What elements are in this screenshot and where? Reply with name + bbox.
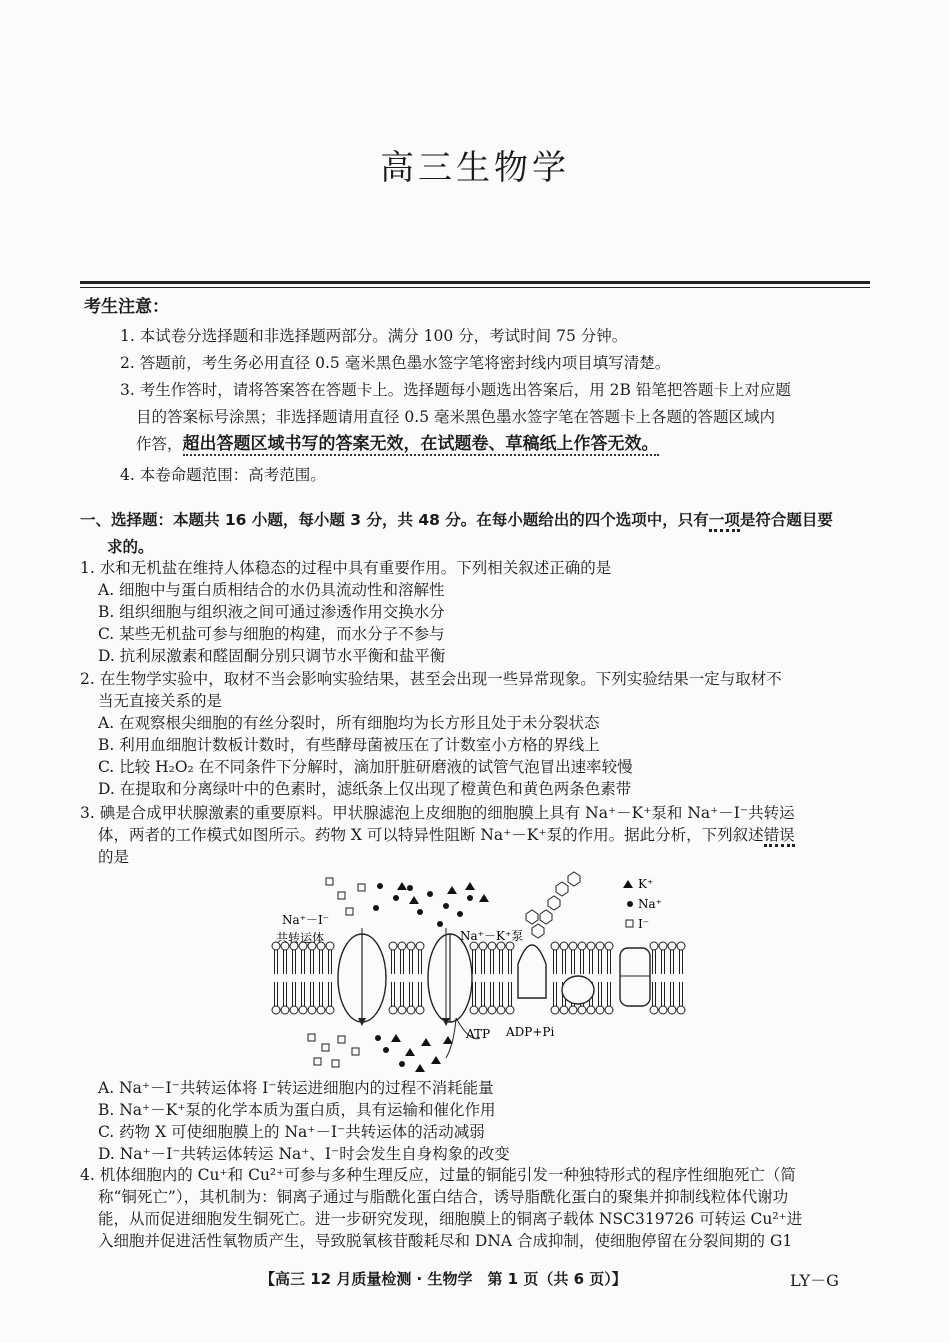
lipid-head [488, 1006, 496, 1014]
lipid-head [578, 1006, 586, 1014]
notice-item-1: 1. 本试卷分选择题和非选择题两部分。满分 100 分，考试时间 75 分钟。 [120, 327, 628, 345]
question-stem-pre: 体，两者的工作模式如图所示。药物 X 可以特异性阻断 Na⁺－K⁺泵的作用。据此分析，下列叙述 [98, 826, 764, 844]
footer-page-info: 【高三 12 月质量检测 · 生物学 第 1 页（共 6 页）】 [260, 1270, 627, 1288]
lipid-head [668, 1006, 676, 1014]
lipid-head [560, 1006, 568, 1014]
lipid-head [479, 1006, 487, 1014]
extracellular-iodide [326, 878, 365, 915]
question-stem: 3. 碘是合成甲状腺激素的重要原料。甲状腺滤泡上皮细胞的细胞膜上具有 Na⁺－K⁺泵和 Na⁺－I⁻共转运 [80, 804, 795, 822]
lipid-head [497, 1006, 505, 1014]
lipid-head [650, 1006, 658, 1014]
lipid-head [407, 1006, 415, 1014]
option-d: D. Na⁺－I⁻共转运体转运 Na⁺、I⁻时会发生自身构象的改变 [98, 1145, 510, 1163]
question-line-1: 4. 机体细胞内的 Cu⁺和 Cu²⁺可参与多种生理反应，过量的铜能引发一种独特形式的程序性细胞死亡（简 [80, 1166, 796, 1184]
header-divider-thin [80, 287, 870, 288]
lipid-head [551, 1006, 559, 1014]
label-cotransporter-2: 共转运体 [276, 931, 325, 945]
option-d: D. 在提取和分离绿叶中的色素时，滤纸条上仅出现了橙黄色和黄色两条色素带 [98, 780, 632, 798]
label-pump: Na⁺－K⁺泵 [460, 929, 524, 943]
option-c: C. 某些无机盐可参与细胞的构建，而水分子不参与 [98, 625, 445, 643]
membrane-transport-diagram [270, 868, 690, 1076]
lipid-head [308, 1006, 316, 1014]
question-4 [80, 1164, 870, 1252]
lipid-head [596, 1006, 604, 1014]
lipid-head [587, 1006, 595, 1014]
option-b: B. Na⁺－K⁺泵的化学本质为蛋白质，具有运输和催化作用 [98, 1101, 496, 1119]
lipid-head [272, 1006, 280, 1014]
label-adp: ADP+Pi [506, 1025, 555, 1039]
lipid-head [659, 1006, 667, 1014]
section-line2: 求的。 [107, 538, 154, 556]
option-c: C. 比较 H₂O₂ 在不同条件下分解时，滴加肝脏研磨液的试管气泡冒出速率较慢 [98, 758, 633, 776]
question-stem: 1. 水和无机盐在维持人体稳态的过程中具有重要作用。下列相关叙述正确的是 [80, 559, 612, 577]
lipid-head [596, 942, 604, 950]
lipid-head [677, 1006, 685, 1014]
option-c: C. 药物 X 可使细胞膜上的 Na⁺－I⁻共转运体的活动减弱 [98, 1123, 485, 1141]
footer-code: LY－G [790, 1271, 839, 1290]
lipid-head [326, 942, 334, 950]
section-line1-pre: 一、选择题：本题共 16 小题，每小题 3 分，共 48 分。在每小题给出的四个选项中，只有 [80, 511, 709, 529]
notice-item-4: 4. 本卷命题范围：高考范围。 [120, 466, 326, 484]
intracellular-ions [375, 1034, 453, 1072]
lipid-head [290, 1006, 298, 1014]
lipid-head [470, 942, 478, 950]
legend-i: I⁻ [638, 917, 650, 931]
notice-item-3: 3. 考生作答时，请将答案答在答题卡上。选择题每小题选出答案后，用 2B 铅笔把答题卡上对应题 [120, 381, 791, 399]
question-1 [80, 557, 870, 667]
question-3-options [80, 1077, 870, 1165]
option-d: D. 抗利尿激素和醛固酮分别只调节水平衡和盐平衡 [98, 647, 446, 665]
option-b: B. 组织细胞与组织液之间可通过渗透作用交换水分 [98, 603, 445, 621]
lipid-head [479, 942, 487, 950]
lipid-head [326, 1006, 334, 1014]
lipid-head [416, 1006, 424, 1014]
lipid-head [416, 942, 424, 950]
lipid-head [398, 1006, 406, 1014]
lipid-head [488, 942, 496, 950]
extracellular-ions [373, 882, 489, 927]
notice-heading: 考生注意： [84, 297, 169, 317]
lipid-head [398, 942, 406, 950]
lipid-head [587, 942, 595, 950]
header-divider-thick [80, 281, 870, 284]
peripheral-protein [562, 976, 594, 1004]
exam-notice [84, 292, 874, 489]
option-a: A. Na⁺－I⁻共转运体将 I⁻转运进细胞内的过程不消耗能量 [98, 1079, 494, 1097]
sugar-chain [526, 872, 580, 938]
option-a: A. 在观察根尖细胞的有丝分裂时，所有细胞均为长方形且处于未分裂状态 [98, 714, 600, 732]
section-line1-post: 是符合题目要 [739, 511, 833, 529]
option-b: B. 利用血细胞计数板计数时，有些酵母菌被压在了计数室小方格的界线上 [98, 736, 600, 754]
question-stem-cont [98, 824, 870, 846]
glycoprotein [518, 945, 546, 998]
notice-item-2: 2. 答题前，考生务必用直径 0.5 毫米黑色墨水签字笔将密封线内项目填写清楚。 [120, 354, 671, 372]
label-cotransporter-1: Na⁺－I⁻ [282, 913, 330, 927]
notice-item-3-cont2 [136, 431, 886, 458]
intracellular-iodide [308, 1034, 359, 1067]
notice-item-3-pre: 作答， [136, 435, 183, 453]
question-emphasis: 错误 [764, 826, 795, 847]
question-stem-end: 的是 [98, 848, 130, 866]
lipid-head [668, 942, 676, 950]
lipid-head [281, 1006, 289, 1014]
lipid-head [560, 942, 568, 950]
lipid-head [389, 1006, 397, 1014]
page-title: 高三生物学 [380, 148, 570, 188]
question-line-4: 入细胞并促进活性氧物质产生，导致脱氧核苷酸耗尽和 DNA 合成抑制，使细胞停留在分裂间期的 G1 [98, 1232, 793, 1250]
lipid-head [506, 1006, 514, 1014]
channel-protein [620, 948, 650, 1006]
lipid-head [650, 942, 658, 950]
legend [623, 877, 662, 931]
question-line-3: 能，从而促进细胞发生铜死亡。进一步研究发现，细胞膜上的铜离子载体 NSC319726 可转运 Cu²⁺进 [98, 1210, 803, 1228]
lipid-head [578, 942, 586, 950]
section-heading [80, 507, 870, 561]
lipid-head [659, 942, 667, 950]
lipid-head [389, 942, 397, 950]
lipid-head [605, 942, 613, 950]
option-a: A. 细胞中与蛋白质相结合的水仍具流动性和溶解性 [98, 581, 445, 599]
lipid-head [317, 1006, 325, 1014]
question-stem-cont: 当无直接关系的是 [98, 692, 223, 710]
lipid-head [605, 1006, 613, 1014]
lipid-head [470, 1006, 478, 1014]
lipid-head [299, 1006, 307, 1014]
label-atp: ATP [466, 1027, 491, 1041]
question-3 [80, 802, 870, 868]
legend-k: K⁺ [638, 877, 654, 891]
legend-na: Na⁺ [638, 897, 662, 911]
notice-item-3-cont: 目的答案标号涂黑；非选择题请用直径 0.5 毫米黑色墨水签字笔在答题卡上各题的答题区域内 [136, 408, 776, 426]
lipid-head [506, 942, 514, 950]
notice-warning: 超出答题区域书写的答案无效，在试题卷、草稿纸上作答无效。 [182, 434, 659, 454]
lipid-head [569, 942, 577, 950]
lipid-head [551, 942, 559, 950]
section-emphasis: 一项 [709, 511, 740, 532]
lipid-head [407, 942, 415, 950]
lipid-head [677, 942, 685, 950]
question-stem: 2. 在生物学实验中，取材不当会影响实验结果，甚至会出现一些异常现象。下列实验结果一定与取材不 [80, 670, 782, 688]
question-line-2: 称“铜死亡”），其机制为：铜离子通过与脂酰化蛋白结合，诱导脂酰化蛋白的聚集并抑制线粒体代谢功 [98, 1188, 789, 1206]
question-2 [80, 668, 870, 800]
lipid-head [569, 1006, 577, 1014]
lipid-head [497, 942, 505, 950]
